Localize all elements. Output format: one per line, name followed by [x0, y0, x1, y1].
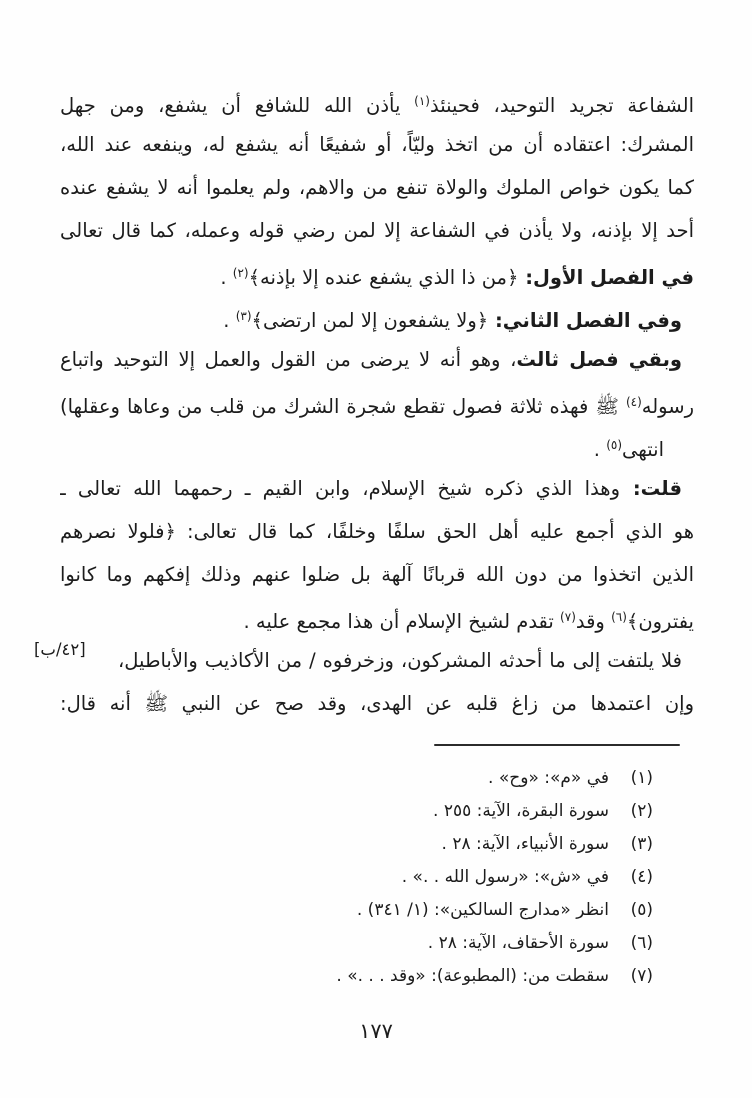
text-segment: الشفاعة تجريد التوحيد، فحينئذ [429, 94, 694, 117]
body-line [60, 553, 694, 596]
body-line [60, 252, 694, 295]
footnote-item [66, 828, 653, 861]
body-line [60, 510, 694, 553]
footnote-number: (٥) [630, 900, 653, 920]
body-line [60, 166, 694, 209]
text-segment: . [223, 309, 236, 332]
footnote-reference: (٥) [606, 438, 623, 452]
text-segment: الذين اتخذوا من دون الله قربانًا آلهة بل ضلوا عنهم وذلك إفكهم وما كانوا [60, 563, 694, 586]
page-number: ١٧٧ [359, 1019, 393, 1043]
footnote-text: سورة البقرة، الآية: ٢٥٥ . [433, 801, 609, 821]
footnote-number: (٣) [630, 834, 653, 854]
text-segment: . [220, 266, 233, 289]
text-segment: كما يكون خواص الملوك والولاة تنفع من والاهم، ولم يعلموا أنه لا يشفع عنده [60, 176, 694, 199]
text-segment: يأذن الله للشافع أن يشفع، ومن جهل [60, 94, 415, 117]
text-segment: وبقي فصل ثالث [516, 348, 683, 371]
body-line [60, 80, 694, 123]
footnote-number: (٧) [630, 966, 653, 986]
text-segment: ﷺ فهذه ثلاثة فصول تقطع شجرة الشرك من قلب من وعاها وعقلها) [60, 395, 626, 418]
footnote-item [66, 762, 653, 795]
footnote-reference: (١) [414, 94, 430, 108]
body-line [60, 123, 694, 166]
footnote-text: سورة الأحقاف، الآية: ٢٨ . [427, 933, 609, 953]
footnote-item [66, 960, 653, 993]
footnote-text: في «م»: «وح» . [488, 768, 609, 788]
body-line [60, 424, 694, 467]
text-segment: قلت: [620, 477, 682, 500]
footnote-item [66, 894, 653, 927]
text-segment: تقدم لشيخ الإسلام أن هذا مجمع عليه . [243, 610, 561, 633]
text-segment: ﴿ولا يشفعون إلا لمن ارتضى﴾ [251, 309, 489, 332]
footnote-reference: (٣) [235, 309, 252, 323]
footnote-number: (٦) [630, 933, 653, 953]
body-line [60, 639, 694, 682]
footnote-number: (١) [630, 768, 653, 788]
folio-margin-note: [٤٢/ب] [34, 640, 86, 659]
footnote-reference: (٧) [560, 610, 576, 624]
footnote-text: سقطت من: (المطبوعة): «وقد . . .» . [336, 966, 609, 986]
text-segment: المشرك: اعتقاده أن من اتخذ وليّاً، أو شفيعًا أنه يشفع له، وينفعه عند الله، [60, 133, 694, 156]
body-line [60, 295, 694, 338]
footnote-item [66, 795, 653, 828]
text-segment: في الفصل الأول: [518, 266, 694, 289]
footnote-reference: (٤) [625, 395, 642, 409]
footnote-item [66, 861, 653, 894]
text-segment: يفترون﴾ [626, 610, 694, 633]
footnote-number: (٤) [630, 867, 653, 887]
footnotes-block [66, 762, 653, 993]
text-segment: انتهى [622, 438, 664, 461]
body-line [60, 682, 694, 725]
footnote-text: في «ش»: «رسول الله . .» . [401, 867, 609, 887]
body-text [60, 80, 694, 725]
text-segment: وهذا الذي ذكره شيخ الإسلام، وابن القيم ـ رحمهما الله تعالى ـ [60, 477, 621, 500]
footnote-item [66, 927, 653, 960]
footnote-text: انظر «مدارج السالكين»: (١/ ٣٤١) . [356, 900, 609, 920]
text-segment: وفي الفصل الثاني: [488, 309, 682, 332]
text-segment: وإن اعتمدها من زاغ قلبه عن الهدى، وقد صح عن النبي ﷺ أنه قال: [60, 692, 694, 715]
text-segment: هو الذي أجمع عليه أهل الحق سلفًا وخلفًا، كما قال تعالى: ﴿فلولا نصرهم [60, 520, 694, 543]
text-segment: ﴿من ذا الذي يشفع عنده إلا بإذنه﴾ [248, 266, 519, 289]
text-segment: فلا يلتفت إلى ما أحدثه المشركون، وزخرفوه / من الأكاذيب والأباطيل، [118, 649, 682, 672]
body-line [60, 467, 694, 510]
footnote-reference: (٢) [232, 266, 249, 280]
body-line [60, 338, 694, 381]
text-segment: . [593, 438, 607, 461]
footnote-text: سورة الأنبياء، الآية: ٢٨ . [441, 834, 609, 854]
text-segment: أحد إلا بإذنه، ولا يأذن في الشفاعة إلا لمن رضي قوله وعمله، كما قال تعالى [60, 219, 694, 242]
footnote-separator [434, 744, 680, 746]
footnote-reference: (٦) [611, 610, 627, 624]
text-segment: رسوله [641, 395, 694, 418]
text-segment: ، وهو أنه لا يرضى من القول والعمل إلا التوحيد واتباع [60, 348, 517, 371]
text-segment: وقد [575, 610, 612, 633]
body-line [60, 596, 694, 639]
footnote-number: (٢) [630, 801, 653, 821]
body-line [60, 381, 694, 424]
body-line [60, 209, 694, 252]
